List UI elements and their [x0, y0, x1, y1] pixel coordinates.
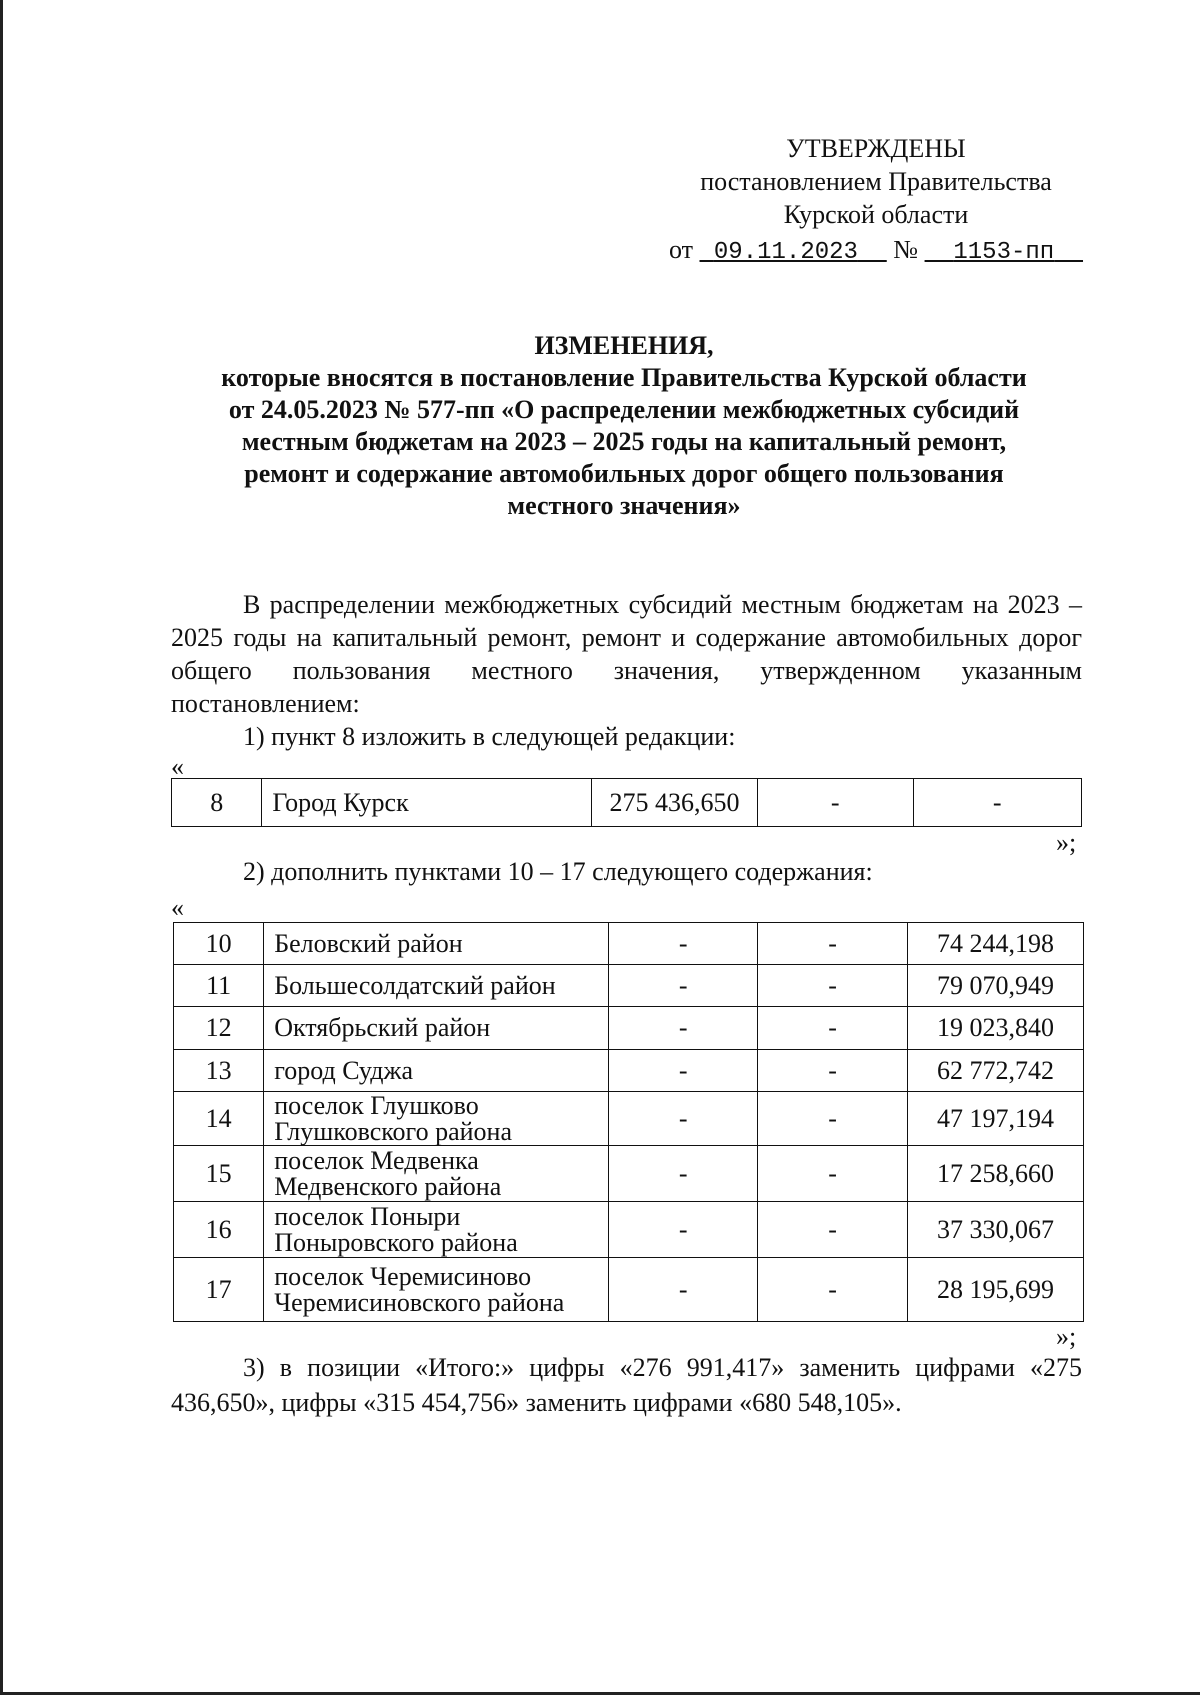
table-item8 — [171, 778, 1082, 827]
value-2023: - — [609, 1007, 758, 1050]
table-row — [174, 965, 1084, 1007]
number-prefix: № — [893, 235, 919, 264]
item3-text: 3) в позиции «Итого:» цифры «276 991,417» заменить цифрами «275 436,650», цифры «315 454,756» заменить цифрами «680 548,105». — [171, 1353, 1082, 1417]
document-title — [150, 330, 1098, 522]
title-main: ИЗМЕНЕНИЯ, — [534, 331, 714, 360]
approval-line1: постановлением Правительства — [700, 167, 1052, 196]
approval-stamp — [640, 132, 1112, 269]
value-2023: - — [609, 923, 758, 965]
row-number: 13 — [174, 1050, 264, 1092]
row-name: Город Курск — [262, 779, 592, 827]
value-2023: - — [609, 965, 758, 1007]
row-number: 17 — [174, 1258, 264, 1322]
value-2025: 19 023,840 — [907, 1007, 1083, 1050]
open-quote-1: « — [171, 752, 184, 781]
value-2024: - — [758, 965, 908, 1007]
value-2025: 37 330,067 — [907, 1202, 1083, 1258]
table-row — [172, 779, 1082, 827]
row-number: 10 — [174, 923, 264, 965]
value-2024: - — [757, 779, 913, 827]
approval-number: 1153-пп — [953, 239, 1055, 266]
intro-section — [171, 588, 1082, 753]
item3-section — [171, 1350, 1082, 1420]
close-quote-2: »; — [1056, 1322, 1077, 1351]
item2-text: 2) дополнить пунктами 10 – 17 следующего содержания: — [243, 857, 873, 886]
table-row — [174, 1007, 1084, 1050]
row-name: Беловский район — [264, 923, 609, 965]
approval-date-line — [640, 233, 1112, 269]
row-number: 11 — [174, 965, 264, 1007]
value-2025: 47 197,194 — [907, 1092, 1083, 1146]
date-prefix: от — [668, 235, 693, 264]
value-2023: - — [609, 1202, 758, 1258]
approval-heading: УТВЕРЖДЕНЫ — [786, 134, 966, 163]
row-number: 12 — [174, 1007, 264, 1050]
value-2023: 275 436,650 — [592, 779, 758, 827]
value-2023: - — [609, 1258, 758, 1322]
approval-date: 09.11.2023 — [713, 239, 858, 266]
value-2024: - — [758, 923, 908, 965]
approval-line2: Курской области — [783, 200, 969, 229]
row-number: 15 — [174, 1146, 264, 1202]
row-name: поселок Поныри Поныровского района — [264, 1202, 609, 1258]
row-number: 8 — [172, 779, 262, 827]
item1-text: 1) пункт 8 изложить в следующей редакции: — [243, 722, 736, 751]
value-2025: 79 070,949 — [907, 965, 1083, 1007]
table-items-10-17 — [173, 922, 1084, 1322]
table-row — [174, 1050, 1084, 1092]
value-2024: - — [758, 1050, 908, 1092]
row-name: Октябрьский район — [264, 1007, 609, 1050]
value-2024: - — [758, 1092, 908, 1146]
close-quote-1: »; — [1056, 828, 1077, 857]
value-2025: 28 195,699 — [907, 1258, 1083, 1322]
value-2024: - — [758, 1258, 908, 1322]
value-2023: - — [609, 1092, 758, 1146]
value-2025: 17 258,660 — [907, 1146, 1083, 1202]
row-name: Большесолдатский район — [264, 965, 609, 1007]
table-row — [174, 1202, 1084, 1258]
value-2023: - — [609, 1050, 758, 1092]
value-2025: 74 244,198 — [907, 923, 1083, 965]
open-quote-2: « — [171, 893, 184, 922]
value-2025: 62 772,742 — [907, 1050, 1083, 1092]
value-2024: - — [758, 1146, 908, 1202]
row-number: 14 — [174, 1092, 264, 1146]
value-2023: - — [609, 1146, 758, 1202]
intro-paragraph: В распределении межбюджетных субсидий местным бюджетам на 2023 – 2025 годы на капитальный ремонт, ремонт и содержание автомобильных дорог общего пользования местного значения, утвержденном указанным постановлением: — [171, 590, 1082, 718]
value-2024: - — [758, 1202, 908, 1258]
row-name: поселок Черемисиново Черемисиновского района — [264, 1258, 609, 1322]
value-2024: - — [758, 1007, 908, 1050]
row-name: поселок Глушково Глушковского района — [264, 1092, 609, 1146]
title-subtitle: которые вносятся в постановление Правительства Курской области от 24.05.2023 № 577-пп «О распределении межбюджетных субсидий местным бюджетам на 2023 – 2025 годы на капитальный ремонт, ремонт и содержание автомобильных дорог общего пользования местного значения» — [221, 363, 1027, 520]
table-row — [174, 1092, 1084, 1146]
table-row — [174, 923, 1084, 965]
table-row — [174, 1146, 1084, 1202]
row-number: 16 — [174, 1202, 264, 1258]
row-name: поселок Медвенка Медвенского района — [264, 1146, 609, 1202]
table-row — [174, 1258, 1084, 1322]
value-2025: - — [913, 779, 1081, 827]
row-name: город Суджа — [264, 1050, 609, 1092]
scan-edge-left — [0, 0, 3, 1695]
